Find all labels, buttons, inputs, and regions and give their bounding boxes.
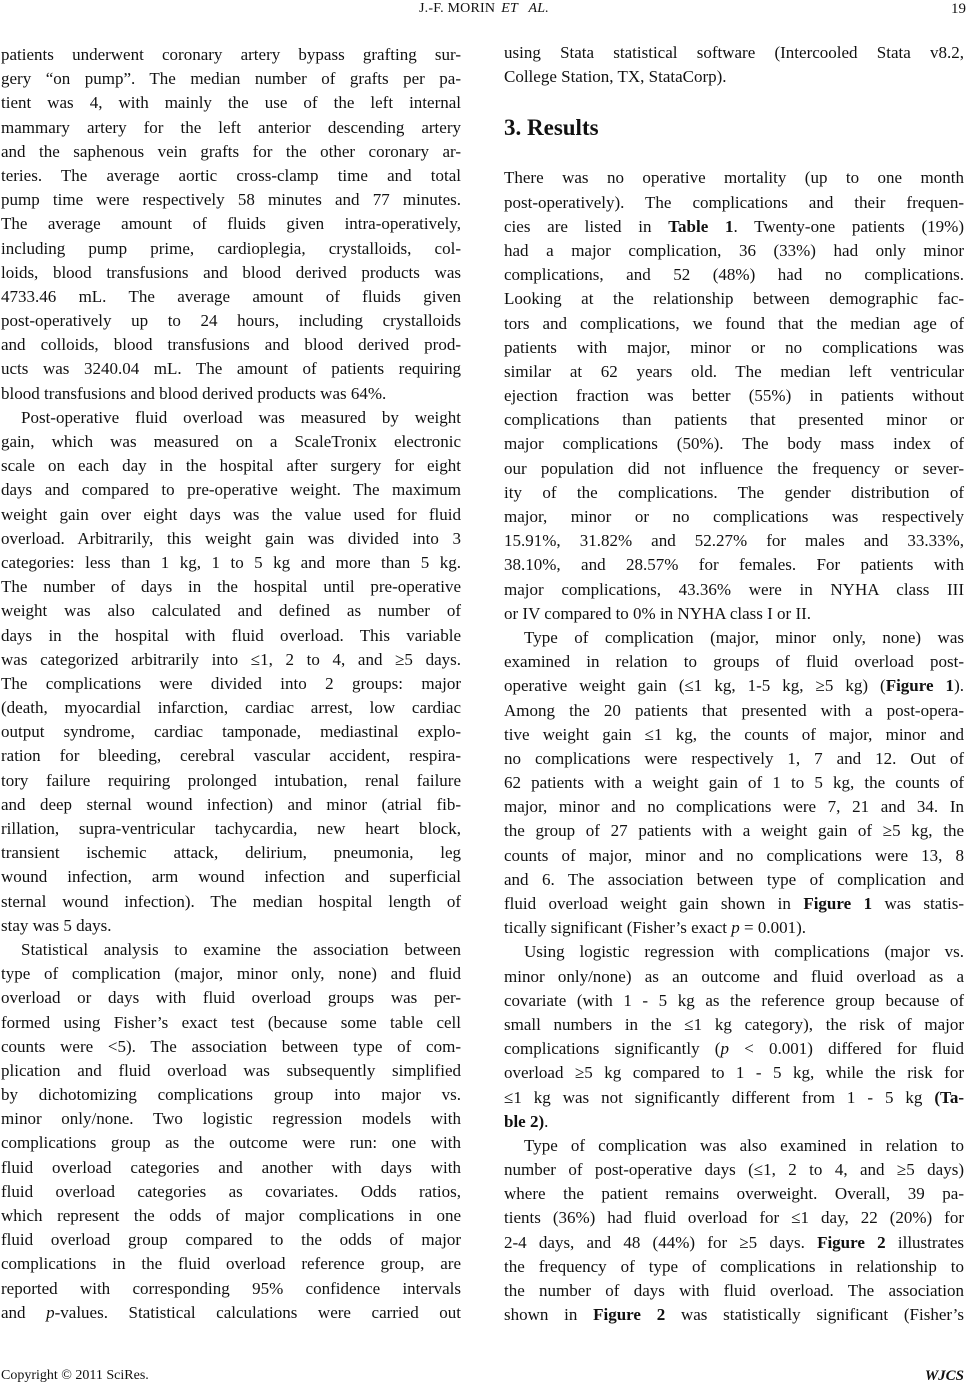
text-line: ucts was 3240.04 mL. The amount of patients requiring <box>1 359 461 379</box>
text-line: pump time were respectively 58 minutes and 77 minutes. <box>1 190 461 210</box>
author-name: J.-F. MORIN <box>419 1 496 16</box>
text-line: and 6. The association between type of complication and <box>504 869 964 889</box>
text-line: loids, blood transfusions and blood derived products was <box>1 262 461 282</box>
text-line: covariate (with 1 - 5 kg as the reference group because of <box>504 990 964 1010</box>
text-line: 4733.46 mL. The average amount of fluids given <box>1 286 461 306</box>
text-line <box>1 1301 461 1325</box>
paragraph <box>504 940 964 1134</box>
text-line: 15.91%, 31.82% and 52.27% for males and 33.33%, <box>504 531 964 551</box>
text-line: reported with corresponding 95% confidence intervals <box>1 1278 461 1298</box>
text-line: Post-operative fluid overload was measured by weight <box>21 407 461 427</box>
text-line: Type of complication was also examined in relation to <box>524 1135 964 1155</box>
text-line <box>504 674 964 698</box>
running-title <box>0 1 968 17</box>
text-line: using Stata statistical software (Intercooled Stata v8.2, <box>504 43 964 62</box>
text-line: including pump prime, cardioplegia, crystalloids, col- <box>1 238 461 258</box>
page-number: 19 <box>951 1 966 17</box>
et-al: ET AL. <box>501 1 549 16</box>
text-line: our population did not influence the frequency or sever- <box>504 458 964 478</box>
text-line: post-operatively). The complications and their frequen- <box>504 192 964 212</box>
text-line: ejection fraction was better (55%) in patients without <box>504 386 964 406</box>
text-line: tive weight gain ≤1 kg, the counts of major, minor and <box>504 724 964 744</box>
text-run: ). <box>954 676 964 696</box>
right-column <box>504 41 964 1327</box>
text-run: and <box>1 1302 47 1322</box>
text-line: or IV compared to 0% in NYHA class I or II. <box>504 603 812 623</box>
bold-text: Table 1 <box>668 216 734 236</box>
page-footer <box>1 1368 964 1384</box>
text-line: type of complication (major, minor only, none) and fluid <box>1 964 461 984</box>
text-line: tors and complications, we found that the median age of <box>504 313 964 333</box>
text-line: overload. Arbitrarily, this weight gain was divided into 3 <box>1 528 461 548</box>
bold-text: Figure 2 <box>817 1232 886 1252</box>
text-line: the frequency of type of complications in relationship to <box>504 1256 964 1276</box>
text-line: the number of days with fluid overload. The association <box>504 1281 964 1300</box>
journal-abbrev: WJCS <box>924 1368 964 1384</box>
text-line: tients (36%) had fluid overload for ≤1 day, 22 (20%) for <box>504 1208 964 1228</box>
text-run: was statistically significant (Fisher’s <box>665 1305 964 1325</box>
text-line <box>504 1303 964 1327</box>
text-line: 62 patients with a weight gain of 1 to 5 kg, the counts of <box>504 773 964 793</box>
text-line: complications, and 52 (48%) had no complications. <box>504 265 964 285</box>
text-line: tory failure requiring prolonged intubation, renal failure <box>1 770 461 790</box>
text-run: = 0.001). <box>739 918 806 938</box>
text-line: the group of 27 patients with a weight gain of ≥5 kg, the <box>504 821 964 841</box>
bold-text: Figure 1 <box>885 676 955 696</box>
text-line: blood transfusions and blood derived products was 64%. <box>1 383 387 403</box>
text-line <box>504 916 964 940</box>
text-line <box>504 1110 964 1134</box>
paragraph <box>504 1134 964 1328</box>
text-run: was statis- <box>872 894 964 913</box>
text-line: fluid overload categories as covariates. Odds ratios, <box>1 1181 461 1201</box>
text-line: wound infection, arm wound infection and superficial <box>1 867 461 887</box>
text-line: gery “on pump”. The median number of grafts per pa- <box>1 69 461 89</box>
text-line: major, minor and no complications were 7, 21 and 34. In <box>504 797 964 817</box>
text-line <box>504 892 964 916</box>
text-line: The complications were divided into 2 groups: major <box>1 673 461 693</box>
text-line <box>504 1086 964 1110</box>
text-line: by dichotomizing complications group into major vs. <box>1 1085 461 1105</box>
text-run: -values. Statistical calculations were carried out <box>54 1302 461 1322</box>
paragraph <box>504 626 964 940</box>
text-line: patients underwent coronary artery bypass grafting sur- <box>1 45 461 64</box>
text-run: fluid overload weight gain shown in <box>504 894 804 913</box>
text-line: had a major complication, 36 (33%) had only minor <box>504 240 964 260</box>
text-line: small numbers in the ≤1 kg category), the risk of major <box>504 1014 964 1034</box>
text-line: Among the 20 patients that presented with a post-opera- <box>504 700 964 720</box>
text-line: counts were <5). The association between type of com- <box>1 1036 461 1056</box>
text-line: days and compared to pre-operative weight. The maximum <box>1 480 461 500</box>
text-line: days in the hospital with fluid overload. This variable <box>1 625 461 645</box>
text-run: cies are listed in <box>504 216 669 236</box>
bold-text: Figure 2 <box>593 1305 666 1325</box>
italic-text: p <box>731 918 740 938</box>
text-line: plication and fluid overload was subsequently simplified <box>1 1060 461 1080</box>
text-line: was categorized arbitrarily into ≤1, 2 to 4, and ≥5 days. <box>1 649 461 669</box>
text-line: complications than patients that presented minor or <box>504 410 964 430</box>
running-header <box>0 0 968 20</box>
text-line: Statistical analysis to examine the association between <box>21 939 461 959</box>
text-line: counts of major, minor and no complications were 13, 8 <box>504 845 964 865</box>
text-line: transient ischemic attack, delirium, pneumonia, leg <box>1 843 461 863</box>
text-line: formed using Fisher’s exact test (because some table cell <box>1 1012 461 1032</box>
text-line: College Station, TX, StataCorp). <box>504 67 727 87</box>
text-line: major complications (50%). The body mass index of <box>504 434 964 454</box>
text-line: sternal wound infection). The median hospital length of <box>1 891 461 911</box>
bold-text: Figure 1 <box>803 894 873 913</box>
text-line: mammary artery for the left anterior descending artery <box>1 117 461 137</box>
text-line: which represent the odds of major complications in one <box>1 1206 461 1225</box>
text-line: 38.10%, and 28.57% for females. For patients with <box>504 555 964 575</box>
italic-text: p <box>720 1039 729 1059</box>
text-line: fluid overload categories and another with days with <box>1 1157 461 1177</box>
text-line: scale on each day in the hospital after surgery for eight <box>1 456 461 476</box>
text-line: number of post-operative days (≤1, 2 to 4, and ≥5 days) <box>504 1160 964 1180</box>
text-line: Looking at the relationship between demographic fac- <box>504 289 964 309</box>
text-line <box>504 215 964 239</box>
italic-text: p <box>46 1302 55 1322</box>
copyright-notice: Copyright © 2011 SciRes. <box>1 1368 149 1383</box>
text-run: operative weight gain (≤1 kg, 1-5 kg, ≥5 kg) ( <box>504 676 886 696</box>
text-run: tically significant (Fisher’s exact <box>504 918 732 938</box>
text-line: where the patient remains overweight. Overall, 39 pa- <box>504 1184 964 1204</box>
paragraph <box>1 43 461 406</box>
text-line: ity of the complications. The gender distribution of <box>504 482 964 502</box>
text-line <box>504 1037 964 1061</box>
text-line: Type of complication (major, minor only, none) was <box>524 627 964 647</box>
paragraph <box>504 166 964 626</box>
text-line: (death, myocardial infarction, cardiac arrest, low cardiac <box>1 698 461 718</box>
paragraph <box>1 938 461 1325</box>
text-line <box>504 1231 964 1255</box>
bold-text: (Ta- <box>934 1087 964 1107</box>
left-column <box>1 43 461 1325</box>
text-line: overload or days with fluid overload groups was per- <box>1 988 461 1008</box>
section-heading-results: 3. Results <box>504 115 599 141</box>
text-line: complications group as the outcome were run: one with <box>1 1133 461 1153</box>
text-line: fluid overload group compared to the odds of major <box>1 1230 461 1250</box>
text-run: . Twenty-one patients (19%) <box>733 216 964 236</box>
text-line: ration for bleeding, cerebral vascular accident, respira- <box>1 746 461 766</box>
bold-text: ble 2) <box>504 1111 545 1131</box>
paragraph <box>1 406 461 938</box>
results-body <box>504 166 964 1327</box>
text-line: Using logistic regression with complications (major vs. <box>524 942 964 962</box>
text-line: minor only/none) as an outcome and fluid overload as a <box>504 966 964 986</box>
text-run: shown in <box>504 1305 594 1325</box>
text-line: teries. The average aortic cross-clamp time and total <box>1 165 461 185</box>
text-run: illustrates <box>885 1232 964 1252</box>
text-line: rillation, supra-ventricular tachycardia, new heart block, <box>1 819 461 838</box>
text-run: ≤1 kg was not significantly different from 1 - 5 kg <box>504 1087 935 1107</box>
paragraph <box>504 41 964 89</box>
text-line: There was no operative mortality (up to one month <box>504 168 964 188</box>
text-line: and colloids, blood transfusions and blood derived prod- <box>1 335 461 355</box>
text-line: tient was 4, with mainly the use of the left internal <box>1 93 461 113</box>
text-line: weight gain over eight days was the value used for fluid <box>1 504 461 524</box>
text-line: The average amount of fluids given intra-operatively, <box>1 214 461 234</box>
text-line: overload ≥5 kg compared to 1 - 5 kg, while the risk for <box>504 1063 964 1083</box>
text-run: complications significantly ( <box>504 1039 721 1059</box>
text-line: gain, which was measured on a ScaleTronix electronic <box>1 432 461 451</box>
text-line: no complications were respectively 1, 7 and 12. Out of <box>504 748 964 768</box>
text-run: 2-4 days, and 48 (44%) for ≥5 days. <box>504 1232 818 1252</box>
text-line: similar at 62 years old. The median left ventricular <box>504 361 964 381</box>
text-line: complications in the fluid overload reference group, are <box>1 1254 461 1274</box>
text-line: weight was also calculated and defined as number of <box>1 601 461 621</box>
text-line: and deep sternal wound infection) and minor (atrial fib- <box>1 794 461 814</box>
text-line: examined in relation to groups of fluid overload post- <box>504 652 964 672</box>
continued-paragraph <box>504 41 964 89</box>
text-line: output syndrome, cardiac tamponade, mediastinal explo- <box>1 722 461 742</box>
text-line: patients with major, minor or no complications was <box>504 337 964 357</box>
text-line: The number of days in the hospital until pre-operative <box>1 577 461 597</box>
text-line: and the saphenous vein grafts for the other coronary ar- <box>1 141 461 161</box>
text-line: post-operatively up to 24 hours, including crystalloids <box>1 311 461 331</box>
text-line: major complications, 43.36% were in NYHA class III <box>504 579 964 599</box>
text-line: stay was 5 days. <box>1 915 112 935</box>
text-line: categories: less than 1 kg, 1 to 5 kg and more than 5 kg. <box>1 552 461 572</box>
text-line: major, minor or no complications was respectively <box>504 507 964 526</box>
text-line: minor only/none. Two logistic regression models with <box>1 1109 461 1129</box>
text-run: . <box>544 1111 549 1131</box>
text-run: < 0.001) differed for fluid <box>728 1039 965 1059</box>
